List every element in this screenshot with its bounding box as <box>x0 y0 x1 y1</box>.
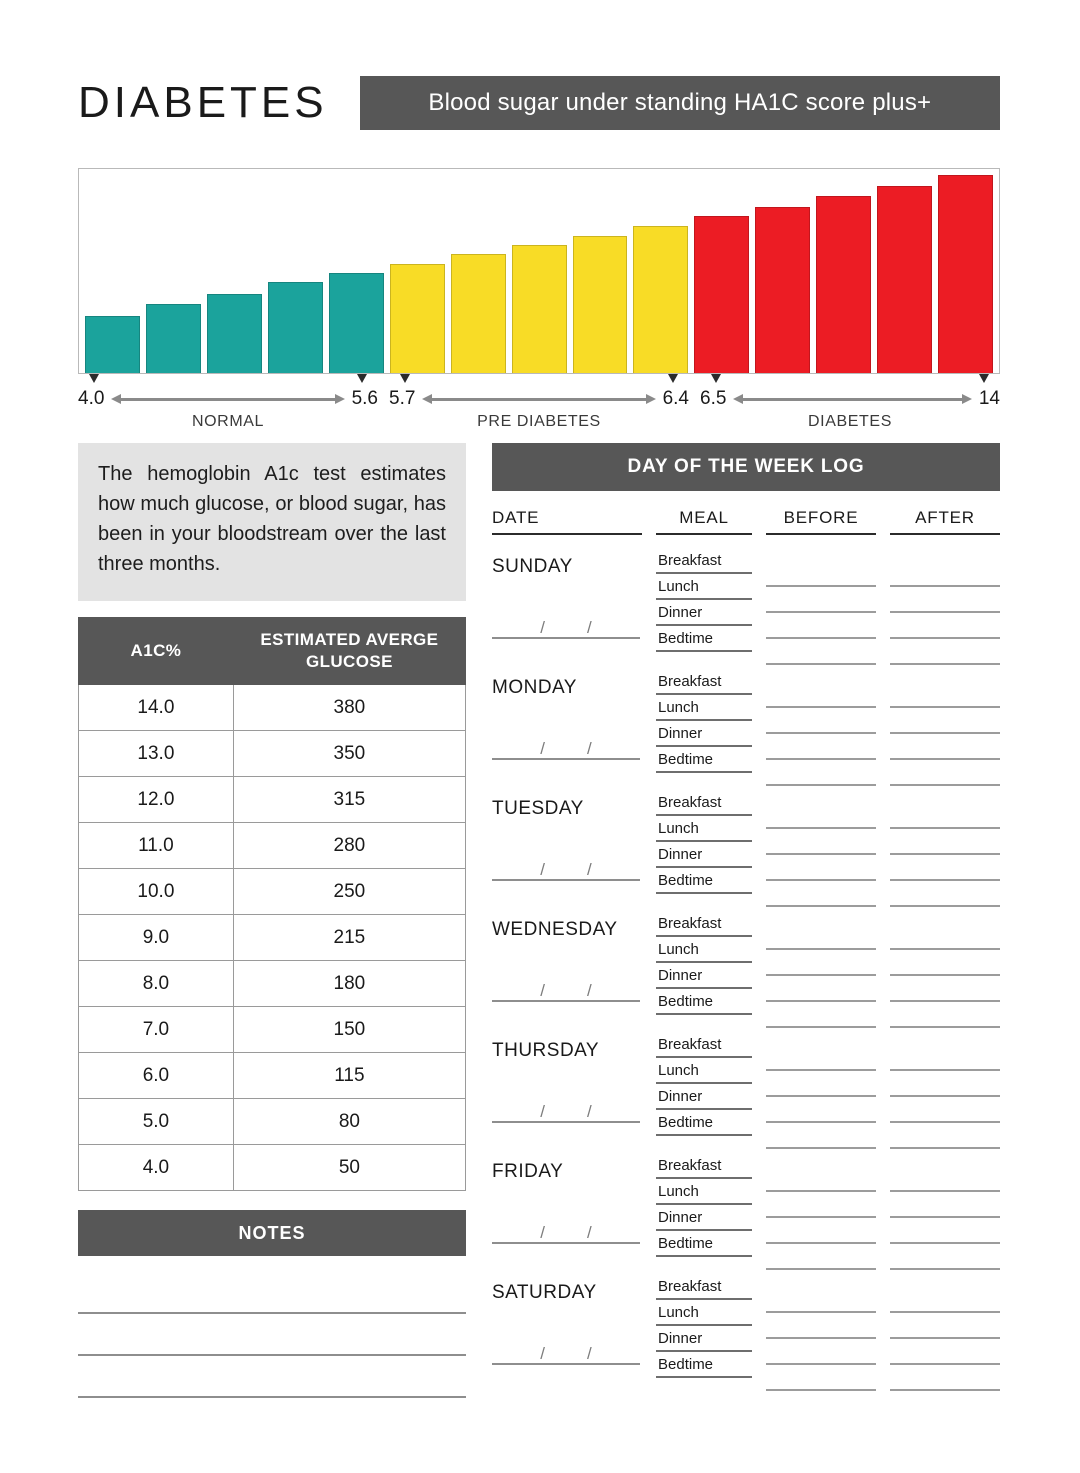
table-row <box>79 869 466 915</box>
chart-axis <box>78 374 1000 430</box>
day-name-label: SUNDAY <box>492 556 573 577</box>
notes-line[interactable] <box>78 1356 466 1398</box>
chart-bar <box>938 175 993 373</box>
after-reading-input-line[interactable] <box>890 1123 1000 1149</box>
axis-tick-icon <box>979 374 989 383</box>
before-reading-column <box>766 669 876 790</box>
after-reading-input-line[interactable] <box>890 1097 1000 1123</box>
week-log-header: DAY OF THE WEEK LOG <box>492 443 1000 491</box>
column-header-a1c: A1C% <box>79 618 234 685</box>
meal-column <box>656 911 752 1032</box>
week-log-body <box>492 548 1000 1395</box>
before-reading-column <box>766 1032 876 1153</box>
day-name-label: TUESDAY <box>492 798 584 819</box>
after-reading-input-line[interactable] <box>890 950 1000 976</box>
after-reading-column <box>890 790 1000 911</box>
axis-tick-icon <box>711 374 721 383</box>
before-reading-column <box>766 1274 876 1395</box>
chart-bar <box>633 226 688 373</box>
cell-average-glucose: 280 <box>233 823 465 869</box>
date-input-line[interactable] <box>492 736 640 760</box>
meal-column <box>656 669 752 790</box>
cell-a1c-percent: 6.0 <box>79 1053 234 1099</box>
axis-tick-icon <box>357 374 367 383</box>
meal-label: Breakfast <box>656 1153 752 1179</box>
column-header-glucose: ESTIMATED AVERGE GLUCOSE <box>233 618 465 685</box>
meal-label: Breakfast <box>656 790 752 816</box>
cell-average-glucose: 115 <box>233 1053 465 1099</box>
day-date-column <box>492 1274 642 1395</box>
date-separator-slash: / <box>587 739 592 758</box>
date-input-line[interactable] <box>492 857 640 881</box>
day-date-column <box>492 669 642 790</box>
axis-zone-end-value: 5.6 <box>351 388 378 409</box>
day-date-column <box>492 911 642 1032</box>
column-header-meal: MEAL <box>656 508 752 535</box>
after-reading-input-line[interactable] <box>890 855 1000 881</box>
date-separator-slash: / <box>587 1223 592 1242</box>
meal-label: Dinner <box>656 600 752 626</box>
notes-line[interactable] <box>78 1314 466 1356</box>
column-header-after: AFTER <box>890 508 1000 535</box>
before-reading-input-line[interactable] <box>766 1365 876 1391</box>
header-subtitle-banner: Blood sugar under standing HA1C score plus+ <box>360 76 1000 130</box>
date-separator-slash: / <box>540 618 545 637</box>
meal-label: Lunch <box>656 937 752 963</box>
meal-label: Lunch <box>656 1300 752 1326</box>
before-reading-input-line[interactable] <box>766 1244 876 1270</box>
date-separator-slash: / <box>540 860 545 879</box>
table-header-row <box>79 618 466 685</box>
meal-label: Breakfast <box>656 548 752 574</box>
axis-zone-end-value: 14 <box>978 388 1000 409</box>
cell-average-glucose: 180 <box>233 961 465 1007</box>
before-reading-input-line[interactable] <box>766 1002 876 1028</box>
meal-label: Breakfast <box>656 669 752 695</box>
after-reading-input-line[interactable] <box>890 682 1000 708</box>
chart-bar <box>390 264 445 373</box>
day-log-block <box>492 790 1000 911</box>
axis-zone <box>700 388 1000 432</box>
table-header <box>79 618 466 685</box>
before-reading-input-line[interactable] <box>766 881 876 907</box>
before-reading-column <box>766 911 876 1032</box>
before-reading-input-line[interactable] <box>766 1192 876 1218</box>
cell-average-glucose: 215 <box>233 915 465 961</box>
before-reading-input-line[interactable] <box>766 708 876 734</box>
axis-zone-label: NORMAL <box>191 413 265 430</box>
meal-label: Lunch <box>656 574 752 600</box>
after-reading-column <box>890 548 1000 669</box>
a1c-range-chart <box>78 168 1000 374</box>
cell-average-glucose: 150 <box>233 1007 465 1053</box>
date-input-line[interactable] <box>492 1220 640 1244</box>
day-log-block <box>492 1153 1000 1274</box>
meal-label: Bedtime <box>656 989 752 1015</box>
after-reading-input-line[interactable] <box>890 760 1000 786</box>
axis-range-arrow-icon <box>111 394 344 405</box>
date-separator-slash: / <box>540 739 545 758</box>
after-reading-input-line[interactable] <box>890 924 1000 950</box>
chart-bar <box>694 216 749 373</box>
chart-bar <box>573 236 628 374</box>
meal-label: Breakfast <box>656 1274 752 1300</box>
cell-a1c-percent: 9.0 <box>79 915 234 961</box>
before-reading-input-line[interactable] <box>766 587 876 613</box>
date-separator-slash: / <box>540 981 545 1000</box>
date-input-line[interactable] <box>492 1341 640 1365</box>
axis-zone <box>78 388 378 432</box>
before-reading-input-line[interactable] <box>766 976 876 1002</box>
day-name-label: THURSDAY <box>492 1040 600 1061</box>
after-reading-input-line[interactable] <box>890 829 1000 855</box>
after-reading-column <box>890 669 1000 790</box>
meal-label: Bedtime <box>656 1352 752 1378</box>
after-reading-input-line[interactable] <box>890 1339 1000 1365</box>
cell-a1c-percent: 13.0 <box>79 731 234 777</box>
after-reading-input-line[interactable] <box>890 1244 1000 1270</box>
date-input-line[interactable] <box>492 1099 640 1123</box>
after-reading-input-line[interactable] <box>890 561 1000 587</box>
meal-label: Lunch <box>656 1058 752 1084</box>
table-row <box>79 777 466 823</box>
before-reading-input-line[interactable] <box>766 682 876 708</box>
meal-label: Breakfast <box>656 1032 752 1058</box>
meal-label: Lunch <box>656 816 752 842</box>
date-separator-slash: / <box>587 1344 592 1363</box>
date-separator-slash: / <box>587 1102 592 1121</box>
meal-label: Breakfast <box>656 911 752 937</box>
meal-label: Bedtime <box>656 868 752 894</box>
date-separator-slash: / <box>587 860 592 879</box>
meal-label: Lunch <box>656 1179 752 1205</box>
cell-a1c-percent: 14.0 <box>79 685 234 731</box>
day-name-label: MONDAY <box>492 677 577 698</box>
page-header <box>78 72 1000 134</box>
meal-label: Dinner <box>656 963 752 989</box>
cell-a1c-percent: 12.0 <box>79 777 234 823</box>
table-row <box>79 1053 466 1099</box>
axis-tick-icon <box>400 374 410 383</box>
axis-zone-label: PRE DIABETES <box>477 413 601 430</box>
before-reading-input-line[interactable] <box>766 1287 876 1313</box>
before-reading-input-line[interactable] <box>766 1339 876 1365</box>
notes-line[interactable] <box>78 1272 466 1314</box>
meal-label: Dinner <box>656 721 752 747</box>
date-separator-slash: / <box>540 1102 545 1121</box>
before-reading-input-line[interactable] <box>766 1123 876 1149</box>
before-reading-input-line[interactable] <box>766 1071 876 1097</box>
day-date-column <box>492 548 642 669</box>
chart-bar <box>512 245 567 373</box>
meal-column <box>656 1153 752 1274</box>
meal-label: Dinner <box>656 1084 752 1110</box>
cell-average-glucose: 250 <box>233 869 465 915</box>
day-name-label: SATURDAY <box>492 1282 597 1303</box>
notes-write-area[interactable] <box>78 1272 466 1398</box>
chart-bar <box>877 186 932 373</box>
before-reading-column <box>766 790 876 911</box>
meal-column <box>656 1032 752 1153</box>
meal-column <box>656 548 752 669</box>
a1c-glucose-table <box>78 617 466 1191</box>
before-reading-input-line[interactable] <box>766 1045 876 1071</box>
date-input-line[interactable] <box>492 615 640 639</box>
day-log-block <box>492 548 1000 669</box>
date-input-line[interactable] <box>492 978 640 1002</box>
before-reading-input-line[interactable] <box>766 639 876 665</box>
before-reading-input-line[interactable] <box>766 561 876 587</box>
day-log-block <box>492 1274 1000 1395</box>
cell-a1c-percent: 10.0 <box>79 869 234 915</box>
meal-label: Dinner <box>656 842 752 868</box>
meal-label: Bedtime <box>656 747 752 773</box>
meal-label: Lunch <box>656 695 752 721</box>
after-reading-input-line[interactable] <box>890 708 1000 734</box>
chart-bar <box>85 316 140 373</box>
after-reading-input-line[interactable] <box>890 639 1000 665</box>
cell-a1c-percent: 5.0 <box>79 1099 234 1145</box>
chart-bar <box>207 294 262 373</box>
after-reading-column <box>890 1032 1000 1153</box>
after-reading-input-line[interactable] <box>890 1002 1000 1028</box>
chart-bar <box>755 207 810 373</box>
cell-average-glucose: 380 <box>233 685 465 731</box>
after-reading-input-line[interactable] <box>890 1192 1000 1218</box>
before-reading-input-line[interactable] <box>766 613 876 639</box>
after-reading-input-line[interactable] <box>890 734 1000 760</box>
before-reading-input-line[interactable] <box>766 1218 876 1244</box>
axis-zone-start-value: 5.7 <box>389 388 416 409</box>
day-date-column <box>492 1032 642 1153</box>
after-reading-input-line[interactable] <box>890 1287 1000 1313</box>
before-reading-column <box>766 1153 876 1274</box>
after-reading-input-line[interactable] <box>890 587 1000 613</box>
after-reading-input-line[interactable] <box>890 803 1000 829</box>
meal-label: Dinner <box>656 1205 752 1231</box>
axis-tick-icon <box>89 374 99 383</box>
column-header-date: DATE <box>492 508 642 535</box>
cell-average-glucose: 80 <box>233 1099 465 1145</box>
day-name-label: FRIDAY <box>492 1161 564 1182</box>
day-date-column <box>492 790 642 911</box>
table-row <box>79 1145 466 1191</box>
page-title: DIABETES <box>78 78 328 127</box>
cell-average-glucose: 315 <box>233 777 465 823</box>
table-row <box>79 961 466 1007</box>
axis-range-arrow-icon <box>733 394 971 405</box>
date-separator-slash: / <box>540 1223 545 1242</box>
day-date-column <box>492 1153 642 1274</box>
before-reading-input-line[interactable] <box>766 855 876 881</box>
notes-header: NOTES <box>78 1210 466 1256</box>
meal-label: Bedtime <box>656 626 752 652</box>
axis-zone <box>389 388 689 432</box>
cell-a1c-percent: 4.0 <box>79 1145 234 1191</box>
before-reading-input-line[interactable] <box>766 803 876 829</box>
table-row <box>79 685 466 731</box>
after-reading-column <box>890 1153 1000 1274</box>
meal-label: Bedtime <box>656 1231 752 1257</box>
date-separator-slash: / <box>587 981 592 1000</box>
before-reading-input-line[interactable] <box>766 829 876 855</box>
chart-bars <box>79 169 999 373</box>
date-separator-slash: / <box>540 1344 545 1363</box>
chart-bar <box>146 304 201 374</box>
week-log-column-headers <box>492 508 1000 535</box>
axis-range-arrow-icon <box>422 394 655 405</box>
before-reading-input-line[interactable] <box>766 760 876 786</box>
intro-text: The hemoglobin A1c test estimates how much glucose, or blood sugar, has been in your bloodstream over the last three months. <box>98 463 446 575</box>
meal-label: Bedtime <box>656 1110 752 1136</box>
before-reading-input-line[interactable] <box>766 924 876 950</box>
after-reading-input-line[interactable] <box>890 1313 1000 1339</box>
after-reading-input-line[interactable] <box>890 1218 1000 1244</box>
table-row <box>79 823 466 869</box>
chart-bar <box>451 254 506 373</box>
cell-average-glucose: 50 <box>233 1145 465 1191</box>
after-reading-input-line[interactable] <box>890 1365 1000 1391</box>
date-separator-slash: / <box>587 618 592 637</box>
day-log-block <box>492 669 1000 790</box>
axis-zone-label: DIABETES <box>808 413 892 430</box>
cell-a1c-percent: 11.0 <box>79 823 234 869</box>
day-log-block <box>492 1032 1000 1153</box>
before-reading-column <box>766 548 876 669</box>
table-row <box>79 915 466 961</box>
after-reading-column <box>890 911 1000 1032</box>
after-reading-input-line[interactable] <box>890 976 1000 1002</box>
after-reading-column <box>890 1274 1000 1395</box>
table-row <box>79 731 466 777</box>
meal-column <box>656 1274 752 1395</box>
before-reading-input-line[interactable] <box>766 1166 876 1192</box>
intro-panel <box>78 443 466 601</box>
before-reading-input-line[interactable] <box>766 950 876 976</box>
after-reading-input-line[interactable] <box>890 881 1000 907</box>
meal-column <box>656 790 752 911</box>
axis-tick-icon <box>668 374 678 383</box>
cell-average-glucose: 350 <box>233 731 465 777</box>
column-header-before: BEFORE <box>766 508 876 535</box>
axis-zone-start-value: 6.5 <box>700 388 727 409</box>
chart-bar <box>816 196 871 373</box>
chart-bar <box>268 282 323 373</box>
chart-bar <box>329 273 384 373</box>
after-reading-input-line[interactable] <box>890 1166 1000 1192</box>
table-row <box>79 1007 466 1053</box>
after-reading-input-line[interactable] <box>890 1071 1000 1097</box>
axis-zone-end-value: 6.4 <box>662 388 689 409</box>
cell-a1c-percent: 8.0 <box>79 961 234 1007</box>
meal-label: Dinner <box>656 1326 752 1352</box>
axis-zone-start-value: 4.0 <box>78 388 105 409</box>
cell-a1c-percent: 7.0 <box>79 1007 234 1053</box>
day-log-block <box>492 911 1000 1032</box>
after-reading-input-line[interactable] <box>890 613 1000 639</box>
after-reading-input-line[interactable] <box>890 1045 1000 1071</box>
before-reading-input-line[interactable] <box>766 1097 876 1123</box>
table-body <box>79 685 466 1191</box>
before-reading-input-line[interactable] <box>766 734 876 760</box>
table-row <box>79 1099 466 1145</box>
day-name-label: WEDNESDAY <box>492 919 618 940</box>
before-reading-input-line[interactable] <box>766 1313 876 1339</box>
